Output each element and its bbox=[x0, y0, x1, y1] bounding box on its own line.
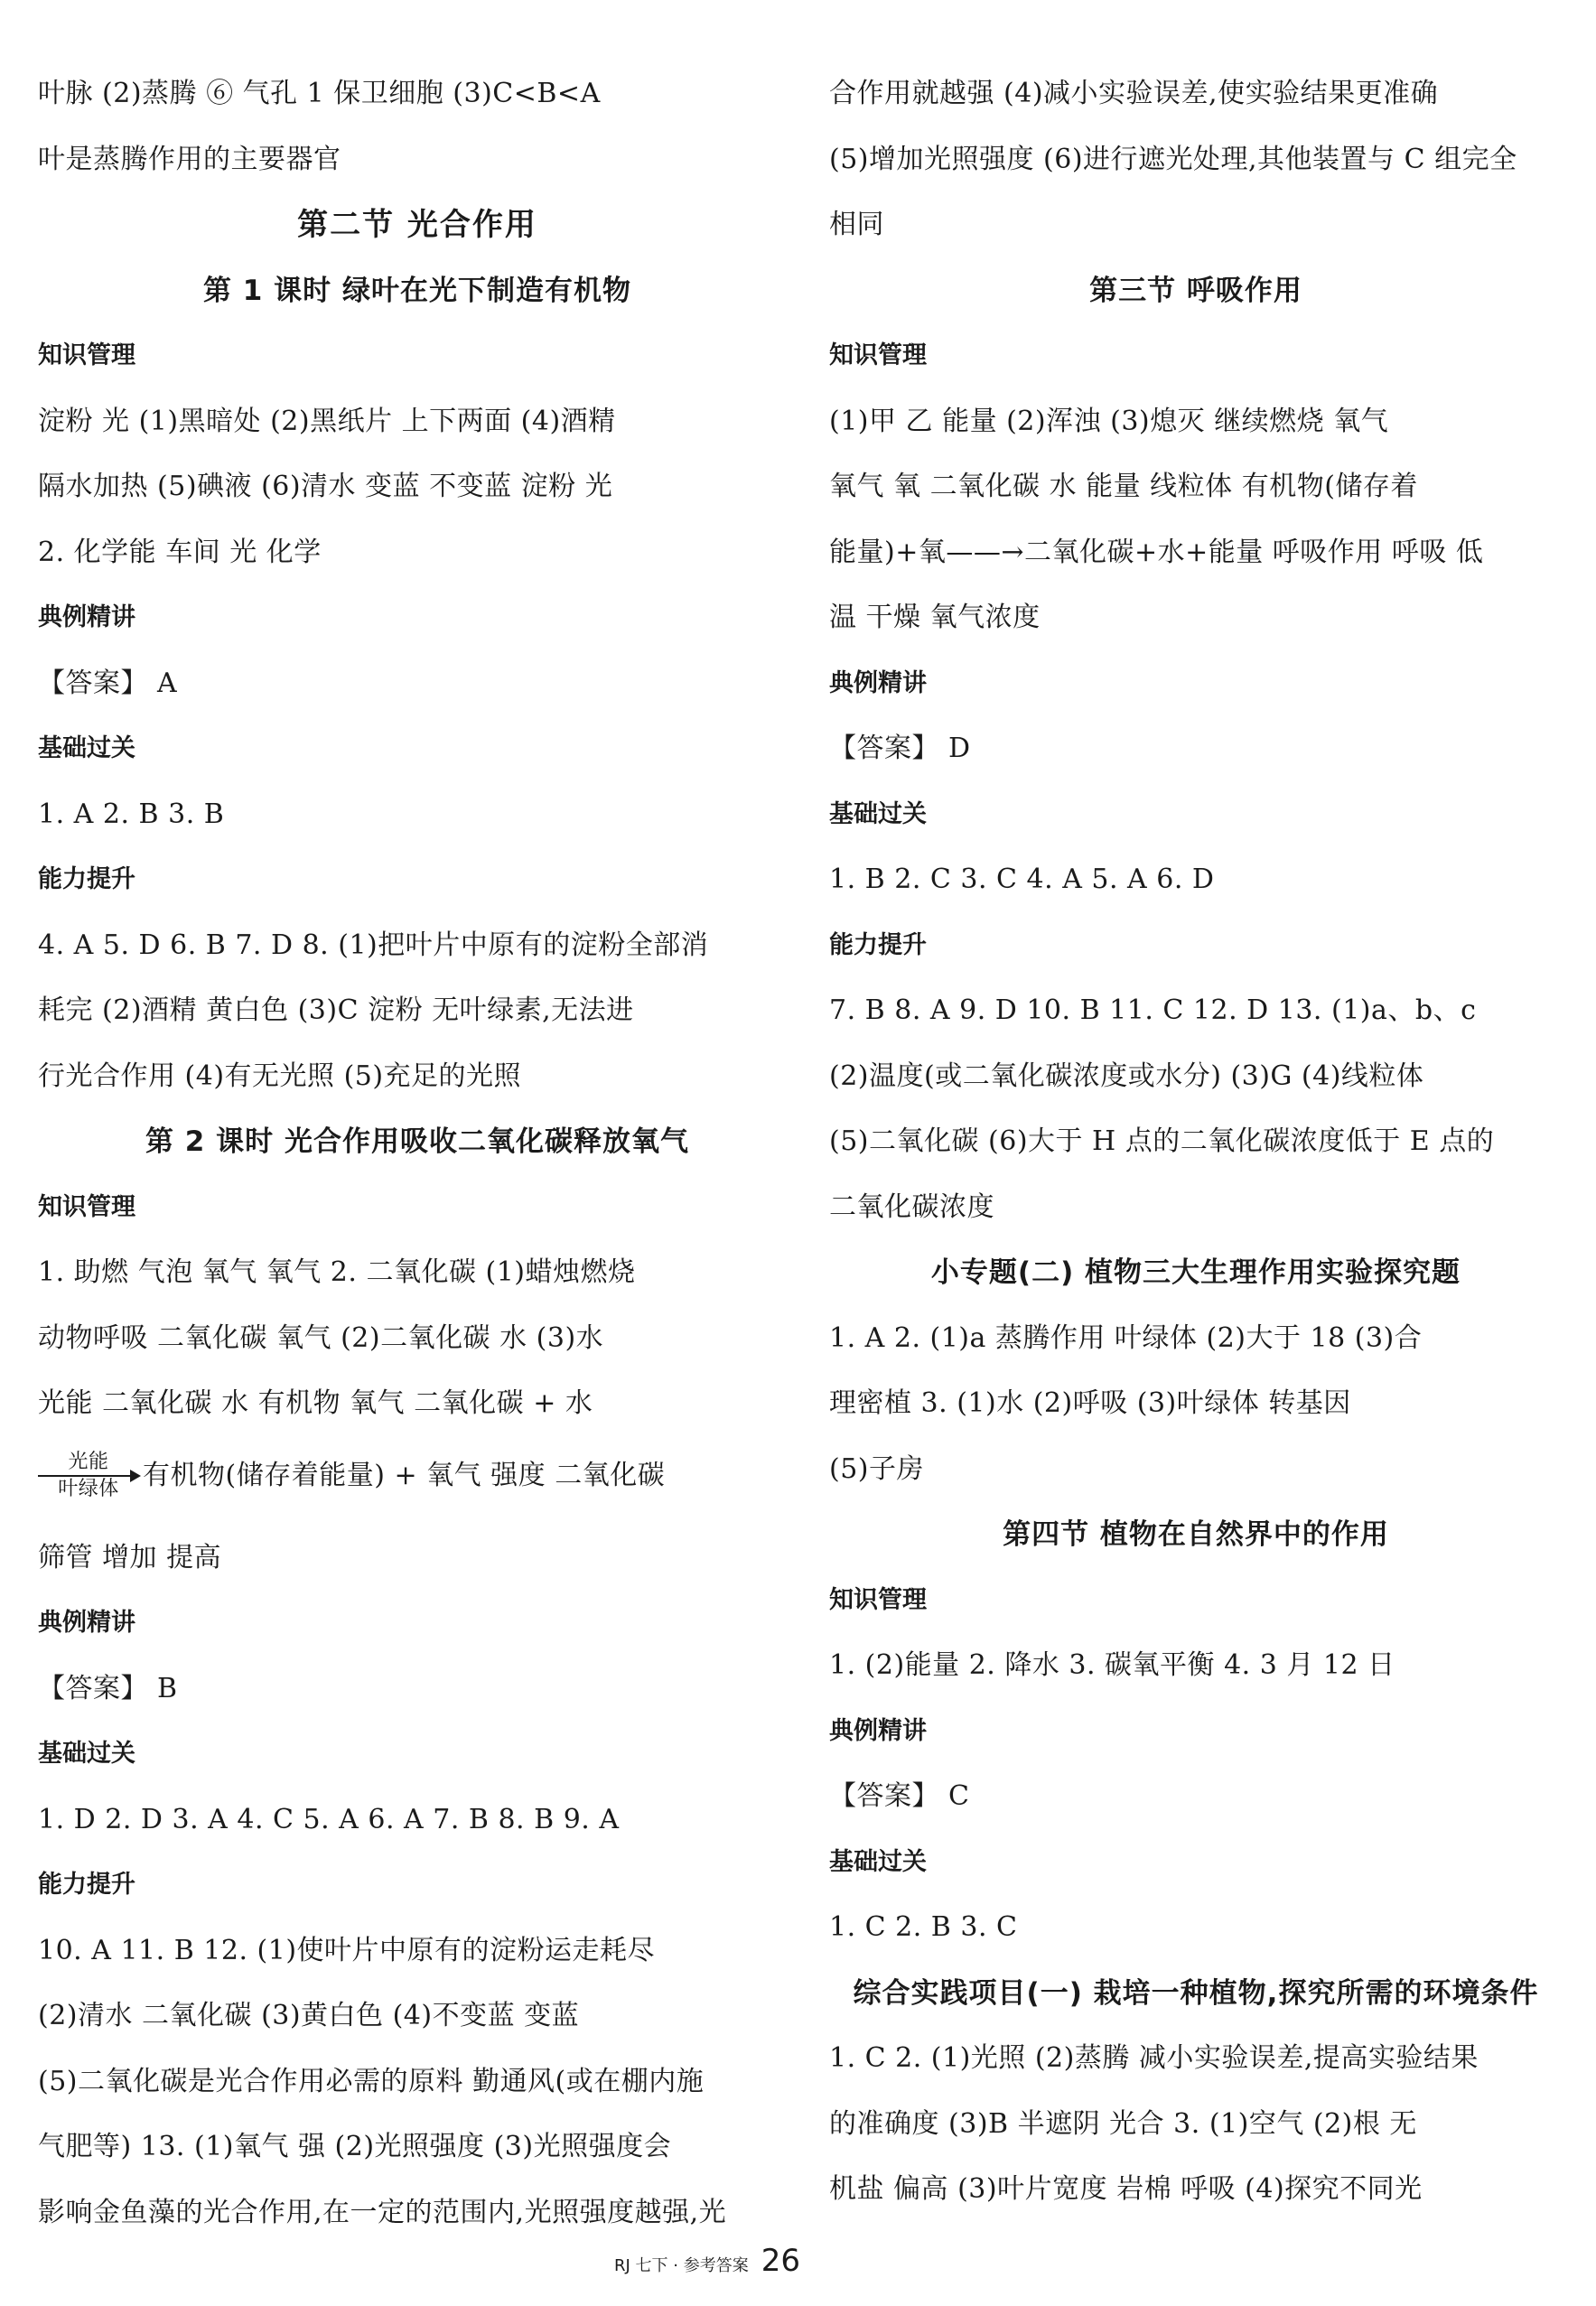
answer-line: (2)温度(或二氧化碳浓度或水分) (3)G (4)线粒体 bbox=[829, 1060, 1424, 1092]
answer-line: 筛管 增加 提高 bbox=[38, 1541, 222, 1573]
answer-line: 叶脉 (2)蒸腾 ⑥ 气孔 1 保卫细胞 (3)C<B<A bbox=[38, 78, 601, 109]
page-number: 26 bbox=[761, 2243, 800, 2279]
answer-line: 【答案】 C bbox=[829, 1780, 970, 1812]
subsection-label: 知识管理 bbox=[38, 1192, 135, 1221]
answer-line: 二氧化碳浓度 bbox=[829, 1190, 994, 1223]
section-heading: 综合实践项目(一) 栽培一种植物,探究所需的环境条件 bbox=[853, 1976, 1539, 2010]
answer-line: (1)甲 乙 能量 (2)浑浊 (3)熄灭 继续燃烧 氧气 bbox=[829, 405, 1389, 437]
answer-line: 1. B 2. C 3. C 4. A 5. A 6. D bbox=[829, 864, 1215, 895]
answer-line: (5)二氧化碳是光合作用必需的原料 勤通风(或在棚内施 bbox=[38, 2065, 705, 2097]
answer-line: 10. A 11. B 12. (1)使叶片中原有的淀粉运走耗尽 bbox=[38, 1934, 656, 1966]
answer-line: 机盐 偏高 (3)叶片宽度 岩棉 呼吸 (4)探究不同光 bbox=[829, 2173, 1423, 2205]
subsection-label: 典例精讲 bbox=[829, 1716, 927, 1745]
subsection-label: 能力提升 bbox=[38, 1871, 135, 1899]
answer-line: 能量)+氧——→二氧化碳+水+能量 呼吸作用 呼吸 低 bbox=[829, 536, 1484, 568]
answer-line: 气肥等) 13. (1)氧气 强 (2)光照强度 (3)光照强度会 bbox=[38, 2131, 672, 2162]
answer-line: 相同 bbox=[829, 209, 884, 240]
section-heading: 第 2 课时 光合作用吸收二氧化碳释放氧气 bbox=[145, 1125, 689, 1158]
answer-line: 淀粉 光 (1)黑暗处 (2)黑纸片 上下两面 (4)酒精 bbox=[38, 405, 616, 437]
page-footer bbox=[614, 2243, 885, 2279]
arrow-condition-below: 叶绿体 bbox=[58, 1477, 119, 1500]
reaction-arrow-icon bbox=[38, 1452, 139, 1500]
answer-line: 1. (2)能量 2. 降水 3. 碳氧平衡 4. 3 月 12 日 bbox=[829, 1649, 1395, 1681]
right-column bbox=[829, 76, 1563, 2237]
answer-line: 叶是蒸腾作用的主要器官 bbox=[38, 143, 341, 175]
answer-line: (5)增加光照强度 (6)进行遮光处理,其他装置与 C 组完全 bbox=[829, 143, 1517, 175]
answer-line: 1. C 2. B 3. C bbox=[829, 1911, 1018, 1943]
subsection-label: 知识管理 bbox=[38, 341, 135, 369]
equation-line bbox=[38, 1452, 797, 1500]
subsection-label: 典例精讲 bbox=[38, 603, 135, 631]
answer-line: 动物呼吸 二氧化碳 氧气 (2)二氧化碳 水 (3)水 bbox=[38, 1321, 604, 1354]
answer-line: 的准确度 (3)B 半遮阴 光合 3. (1)空气 (2)根 无 bbox=[829, 2107, 1417, 2140]
answer-line: 行光合作用 (4)有无光照 (5)充足的光照 bbox=[38, 1060, 522, 1092]
subsection-label: 能力提升 bbox=[38, 865, 135, 893]
section-heading: 第三节 呼吸作用 bbox=[1089, 274, 1302, 307]
footer-label: RJ 七下 · 参考答案 bbox=[614, 2256, 749, 2275]
answer-line: 7. B 8. A 9. D 10. B 11. C 12. D 13. (1)a、b、c bbox=[829, 994, 1477, 1026]
left-column bbox=[38, 76, 797, 2260]
answer-line: 隔水加热 (5)碘液 (6)清水 变蓝 不变蓝 淀粉 光 bbox=[38, 471, 613, 502]
answer-line: 理密植 3. (1)水 (2)呼吸 (3)叶绿体 转基因 bbox=[829, 1387, 1351, 1419]
answer-line: 1. 助燃 气泡 氧气 氧气 2. 二氧化碳 (1)蜡烛燃烧 bbox=[38, 1256, 636, 1288]
answer-line: 【答案】 D bbox=[829, 733, 971, 764]
answer-line: 耗完 (2)酒精 黄白色 (3)C 淀粉 无叶绿素,无法进 bbox=[38, 994, 634, 1026]
answer-line: (2)清水 二氧化碳 (3)黄白色 (4)不变蓝 变蓝 bbox=[38, 2000, 580, 2031]
answer-line: 光能 二氧化碳 水 有机物 氧气 二氧化碳 + 水 bbox=[38, 1387, 593, 1419]
subsection-label: 基础过关 bbox=[38, 734, 135, 762]
answer-line: 2. 化学能 车间 光 化学 bbox=[38, 536, 322, 568]
answer-line: (5)子房 bbox=[829, 1452, 924, 1485]
answer-line: 1. A 2. (1)a 蒸腾作用 叶绿体 (2)大于 18 (3)合 bbox=[829, 1321, 1423, 1354]
subsection-label: 知识管理 bbox=[829, 1585, 927, 1614]
subsection-label: 典例精讲 bbox=[38, 1609, 135, 1637]
equation-text: 有机物(储存着能量) + 氧气 强度 二氧化碳 bbox=[143, 1459, 666, 1491]
answer-line: 影响金鱼藻的光合作用,在一定的范围内,光照强度越强,光 bbox=[38, 2196, 727, 2228]
subsection-label: 基础过关 bbox=[829, 1847, 927, 1876]
answer-line: 【答案】 A bbox=[38, 667, 178, 699]
answer-line: 1. C 2. (1)光照 (2)蒸腾 减小实验误差,提高实验结果 bbox=[829, 2042, 1479, 2074]
answer-line: 4. A 5. D 6. B 7. D 8. (1)把叶片中原有的淀粉全部消 bbox=[38, 929, 709, 961]
subsection-label: 能力提升 bbox=[829, 930, 927, 959]
subsection-label: 基础过关 bbox=[38, 1740, 135, 1768]
answer-line: 氧气 氧 二氧化碳 水 能量 线粒体 有机物(储存着 bbox=[829, 471, 1418, 502]
subsection-label: 基础过关 bbox=[829, 799, 927, 828]
arrow-condition-above: 光能 bbox=[68, 1450, 109, 1473]
section-heading: 第 1 课时 绿叶在光下制造有机物 bbox=[203, 274, 631, 307]
subsection-label: 典例精讲 bbox=[829, 668, 927, 697]
answer-line: 1. D 2. D 3. A 4. C 5. A 6. A 7. B 8. B 9. A bbox=[38, 1803, 620, 1835]
answer-line: 1. A 2. B 3. B bbox=[38, 798, 225, 830]
subsection-label: 知识管理 bbox=[829, 341, 927, 369]
answer-line: 温 干燥 氧气浓度 bbox=[829, 602, 1041, 633]
answer-line: (5)二氧化碳 (6)大于 H 点的二氧化碳浓度低于 E 点的 bbox=[829, 1125, 1495, 1157]
section-heading: 第二节 光合作用 bbox=[297, 207, 537, 243]
section-heading: 第四节 植物在自然界中的作用 bbox=[1003, 1518, 1389, 1551]
answer-line: 【答案】 B bbox=[38, 1672, 178, 1704]
section-heading: 小专题(二) 植物三大生理作用实验探究题 bbox=[930, 1256, 1461, 1289]
answer-line: 合作用就越强 (4)减小实验误差,使实验结果更准确 bbox=[829, 78, 1439, 109]
